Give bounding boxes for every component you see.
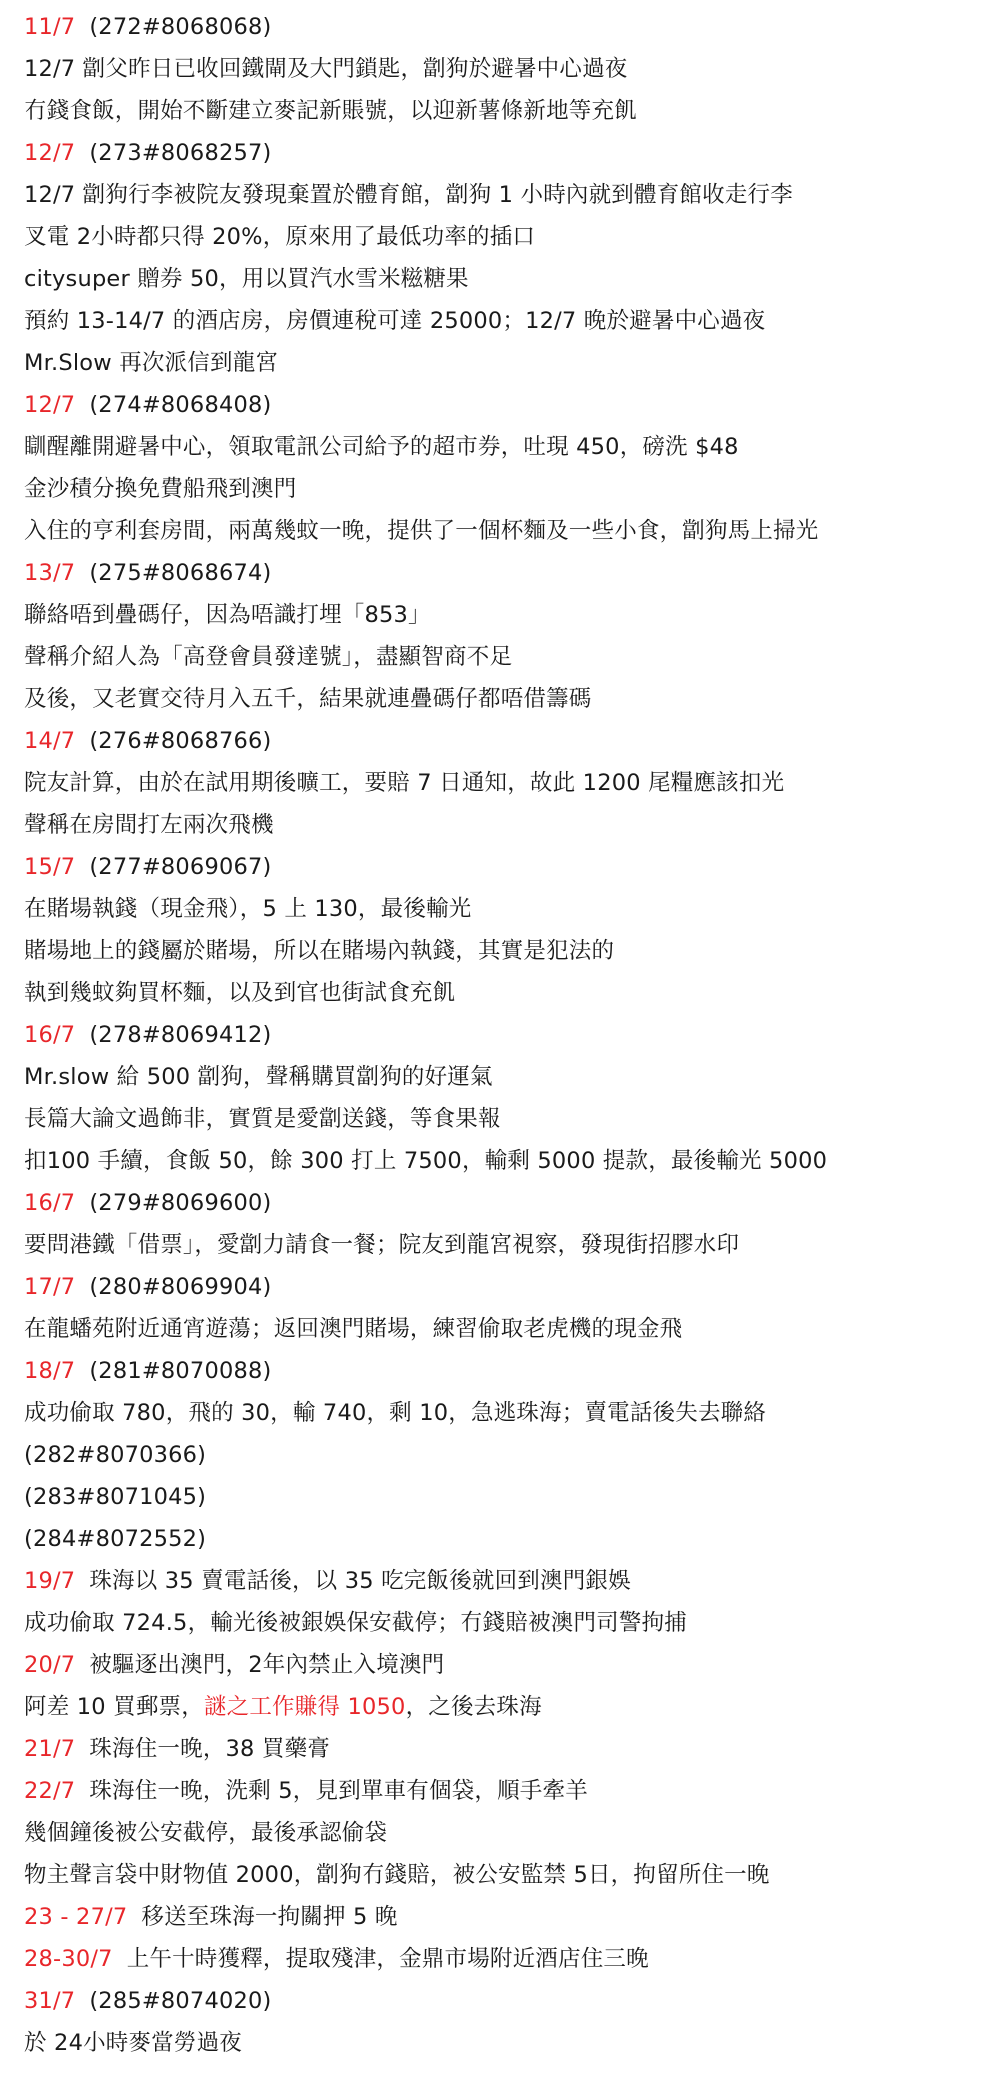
entry-date: 20/7	[24, 1652, 76, 1678]
timeline-line	[24, 1518, 1004, 1560]
timeline-line	[24, 258, 1004, 300]
entry-date: 13/7	[24, 560, 76, 586]
timeline-line	[24, 342, 1004, 384]
entry-text: 扣100 手續，食飯 50，餘 300 打上 7500，輸剩 5000 提款，最後輸光 5000	[24, 1148, 828, 1174]
timeline-line	[24, 1266, 1004, 1308]
entry-text: 叉電 2小時都只得 20%，原來用了最低功率的插口	[24, 224, 536, 250]
timeline-line	[24, 1686, 1004, 1728]
highlighted-text: 謎之工作賺得 1050	[203, 1694, 406, 1720]
entry-date: 23 - 27/7	[24, 1904, 128, 1930]
timeline-line	[24, 1098, 1004, 1140]
entry-text: (275#8068674)	[89, 560, 272, 586]
entry-text: 聲稱介紹人為「高登會員發達號」，盡顯智商不足	[24, 644, 513, 670]
entry-date: 14/7	[24, 728, 76, 754]
timeline-line	[24, 1770, 1004, 1812]
entry-text: 聲稱在房間打左兩次飛機	[24, 812, 274, 838]
timeline-line	[24, 1728, 1004, 1770]
timeline-line	[24, 2022, 1004, 2064]
entry-text: (283#8071045)	[24, 1484, 207, 1510]
timeline-line	[24, 426, 1004, 468]
entry-text: (272#8068068)	[89, 14, 272, 40]
entry-text: 執到幾蚊夠買杯麵，以及到官也街試食充飢	[24, 980, 456, 1006]
entry-text: (281#8070088)	[89, 1358, 272, 1384]
entry-text-after: ，之後去珠海	[405, 1694, 542, 1720]
entry-text: 物主聲言袋中財物值 2000，劏狗冇錢賠，被公安監禁 5日，拘留所住一晚	[24, 1862, 770, 1888]
timeline-line	[24, 1938, 1004, 1980]
timeline-line	[24, 1182, 1004, 1224]
timeline-line	[24, 678, 1004, 720]
timeline-line	[24, 1476, 1004, 1518]
entry-date: 15/7	[24, 854, 76, 880]
timeline-line	[24, 1854, 1004, 1896]
entry-text: citysuper 贈券 50，用以買汽水雪米糍糖果	[24, 266, 469, 292]
entry-date: 17/7	[24, 1274, 76, 1300]
entry-text: (278#8069412)	[89, 1022, 272, 1048]
entry-text: (276#8068766)	[89, 728, 272, 754]
entry-text: (274#8068408)	[89, 392, 272, 418]
entry-text: 要問港鐵「借票」，愛劏力請食一餐；院友到龍宮視察，發現街招膠水印	[24, 1232, 740, 1258]
entry-text: 在龍蟠苑附近通宵遊蕩；返回澳門賭場，練習偷取老虎機的現金飛	[24, 1316, 683, 1342]
entry-date: 11/7	[24, 14, 76, 40]
timeline-line	[24, 300, 1004, 342]
entry-text: 院友計算，由於在試用期後曠工，要賠 7 日通知，故此 1200 尾糧應該扣光	[24, 770, 785, 796]
timeline-line	[24, 636, 1004, 678]
entry-text: 成功偷取 724.5，輸光後被銀娛保安截停；冇錢賠被澳門司警拘捕	[24, 1610, 687, 1636]
entry-text: 入住的亨利套房間，兩萬幾蚊一晚，提供了一個杯麵及一些小食，劏狗馬上掃光	[24, 518, 819, 544]
timeline-line	[24, 1560, 1004, 1602]
entry-text: 珠海以 35 賣電話後，以 35 吃完飯後就回到澳門銀娛	[89, 1568, 631, 1594]
entry-date: 12/7	[24, 140, 76, 166]
entry-text: 在賭場執錢（現金飛），5 上 130，最後輸光	[24, 896, 472, 922]
entry-text: 瞓醒離開避暑中心，領取電訊公司給予的超市券，吐現 450，磅洗 $48	[24, 434, 739, 460]
entry-text: 賭場地上的錢屬於賭場，所以在賭場內執錢，其實是犯法的	[24, 938, 615, 964]
timeline-line	[24, 762, 1004, 804]
timeline-line	[24, 510, 1004, 552]
timeline-line	[24, 1392, 1004, 1434]
timeline-line	[24, 846, 1004, 888]
entry-text: 珠海住一晚，38 買藥膏	[89, 1736, 331, 1762]
timeline-line	[24, 132, 1004, 174]
timeline-line	[24, 1812, 1004, 1854]
entry-text: (285#8074020)	[89, 1988, 272, 2014]
timeline-line	[24, 1350, 1004, 1392]
entry-text: 聯絡唔到疊碼仔，因為唔識打埋「853」	[24, 602, 431, 628]
timeline-line	[24, 1056, 1004, 1098]
timeline-line	[24, 1224, 1004, 1266]
timeline-line	[24, 1980, 1004, 2022]
entry-date: 21/7	[24, 1736, 76, 1762]
entry-text: 冇錢食飯，開始不斷建立麥記新賬號，以迎新薯條新地等充飢	[24, 98, 637, 124]
timeline-line	[24, 804, 1004, 846]
timeline-line	[24, 1308, 1004, 1350]
entry-text: 被驅逐出澳門，2年內禁止入境澳門	[89, 1652, 445, 1678]
entry-text: Mr.Slow 再次派信到龍宮	[24, 350, 279, 376]
entry-text: (279#8069600)	[89, 1190, 272, 1216]
entry-text: Mr.slow 給 500 劏狗，聲稱購買劏狗的好運氣	[24, 1064, 493, 1090]
timeline-line	[24, 1014, 1004, 1056]
entry-text: 成功偷取 780，飛的 30，輸 740，剩 10，急逃珠海；賣電話後失去聯絡	[24, 1400, 767, 1426]
timeline-line	[24, 1644, 1004, 1686]
entry-text: 12/7 劏狗行李被院友發現棄置於體育館，劏狗 1 小時內就到體育館收走行李	[24, 182, 793, 208]
entry-text: 長篇大論文過飾非，實質是愛劏送錢，等食果報	[24, 1106, 501, 1132]
entry-date: 16/7	[24, 1022, 76, 1048]
entry-text: (280#8069904)	[89, 1274, 272, 1300]
timeline-line	[24, 1140, 1004, 1182]
timeline-line	[24, 1602, 1004, 1644]
entry-text: 阿差 10 買郵票，	[24, 1694, 204, 1720]
timeline-line	[24, 594, 1004, 636]
entry-text: 移送至珠海一拘關押 5 晚	[141, 1904, 398, 1930]
timeline-line	[24, 1896, 1004, 1938]
entry-date: 16/7	[24, 1190, 76, 1216]
timeline-line	[24, 468, 1004, 510]
timeline-line	[24, 48, 1004, 90]
entry-text: 幾個鐘後被公安截停，最後承認偷袋	[24, 1820, 388, 1846]
timeline-line	[24, 1434, 1004, 1476]
timeline-line	[24, 384, 1004, 426]
entry-date: 19/7	[24, 1568, 76, 1594]
entry-text: (277#8069067)	[89, 854, 272, 880]
timeline-line	[24, 216, 1004, 258]
timeline-line	[24, 174, 1004, 216]
timeline-line	[24, 552, 1004, 594]
timeline-line	[24, 90, 1004, 132]
entry-text: 珠海住一晚，洗剩 5，見到單車有個袋，順手牽羊	[89, 1778, 588, 1804]
entry-text: (273#8068257)	[89, 140, 272, 166]
timeline-line	[24, 930, 1004, 972]
entry-text: (284#8072552)	[24, 1526, 207, 1552]
timeline-line	[24, 888, 1004, 930]
entry-date: 12/7	[24, 392, 76, 418]
timeline-line	[24, 720, 1004, 762]
entry-text: 金沙積分換免費船飛到澳門	[24, 476, 297, 502]
timeline-line	[24, 6, 1004, 48]
entry-date: 18/7	[24, 1358, 76, 1384]
timeline-line	[24, 972, 1004, 1014]
entry-date: 22/7	[24, 1778, 76, 1804]
entry-text: 上午十時獲釋，提取殘津，金鼎市場附近酒店住三晚	[126, 1946, 649, 1972]
entry-text: 12/7 劏父昨日已收回鐵閘及大門鎖匙，劏狗於避暑中心過夜	[24, 56, 628, 82]
entry-date: 31/7	[24, 1988, 76, 2014]
entry-text: (282#8070366)	[24, 1442, 207, 1468]
entry-date: 28-30/7	[24, 1946, 113, 1972]
entry-text: 預約 13-14/7 的酒店房，房價連稅可達 25000；12/7 晚於避暑中心過夜	[24, 308, 766, 334]
entry-text: 及後，又老實交待月入五千，結果就連疊碼仔都唔借籌碼	[24, 686, 592, 712]
entry-text: 於 24小時麥當勞過夜	[24, 2030, 242, 2056]
